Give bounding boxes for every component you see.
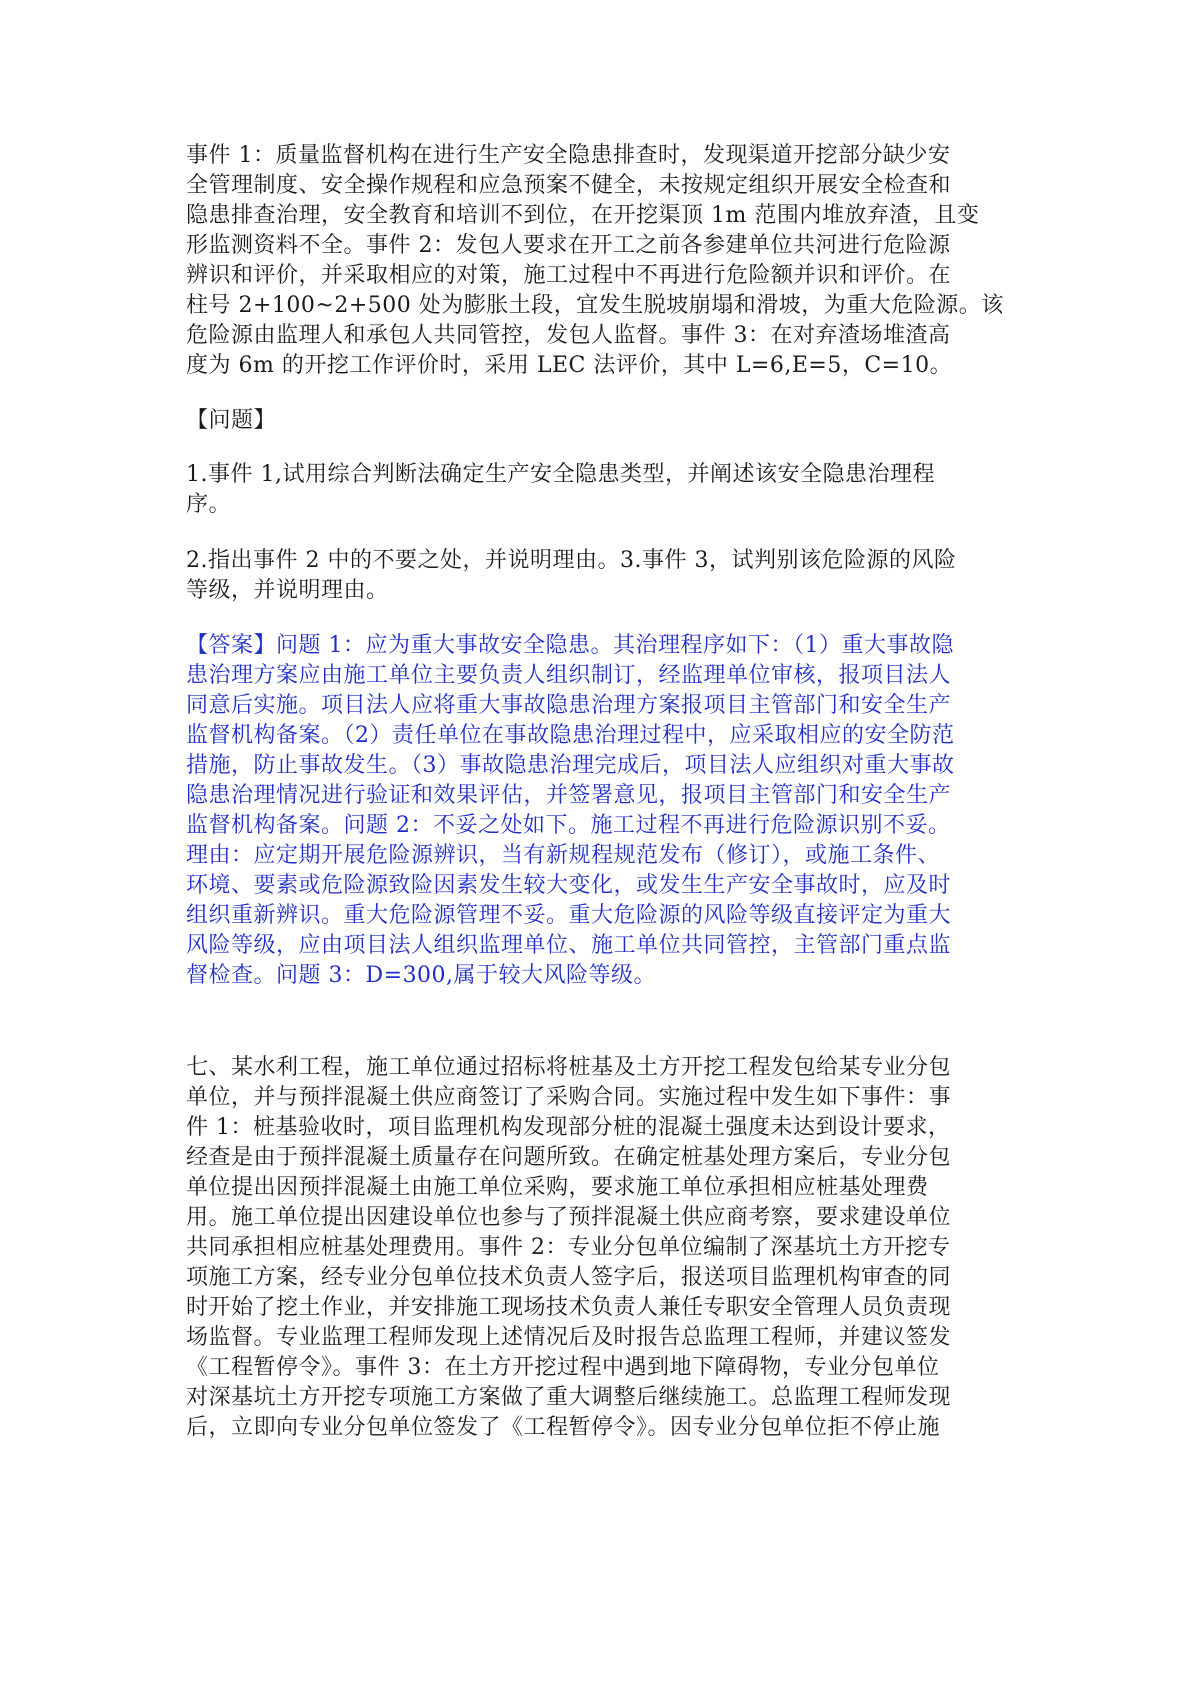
section-7-paragraph: 七、某水利工程，施工单位通过招标将桩基及土方开挖工程发包给某专业分包 单位，并与预拌混凝土供应商签订了采购合同。实施过程中发生如下事件：事 件 1：桩基验收时，项目监理机构发现部分桩的混凝土强度未达到设计要求， 经查是由于预拌混凝土质量存在问题所致。在确定桩基处理方案后，专业分包 单位提出因预拌混凝土由施工单位采购，要求施工单位承担相应桩基处理费 用。施工单位提出因建设单位也参与了预拌混凝土供应商考察，要求建设单位 共同承担相应桩基处理费用。事件 2：专业分包单位编制了深基坑土方开挖专 项施工方案，经专业分包单位技术负责人签字后，报送项目监理机构审查的同 时开始了挖土作业，并安排施工现场技术负责人兼任专职安全管理人员负责现 场监督。专业监理工程师发现上述情况后及时报告总监理工程师，并建议签发 《工程暂停令》。事件 3：在土方开挖过程中遇到地下障碍物，专业分包单位 对深基坑土方开挖专项施工方案做了重大调整后继续施工。总监理工程师发现 后，立即向专业分包单位签发了《工程暂停令》。因专业分包单位拒不停止施 bbox=[186, 1055, 952, 1440]
question-2-3: 2.指出事件 2 中的不要之处，并说明理由。3.事件 3，试判别该危险源的风险 等级，并说明理由。 bbox=[186, 548, 957, 603]
event-paragraph: 事件 1：质量监督机构在进行生产安全隐患排查时，发现渠道开挖部分缺少安 全管理制度、安全操作规程和应急预案不健全，未按规定组织开展安全检查和 隐患排查治理，安全教育和培训不到位，在开挖渠顶 1m 范围内堆放弃渣，且变 形监测资料不全。事件 2：发包人要求在开工之前各参建单位共河进行危险源 辨识和评价，并采取相应的对策，施工过程中不再进行危险额并识和评价。在 柱号 2+100~2+500 处为膨胀土段，宜发生脱坡崩塌和滑坡，为重大危险源。该 危险源由监理人和承包人共同管控，发包人监督。事件 3：在对弃渣场堆渣高 度为 6m 的开挖工作评价时，采用 LEC 法评价，其中 L=6,E=5，C=10。 bbox=[186, 143, 1004, 378]
answer-paragraph: 【答案】问题 1：应为重大事故安全隐患。其治理程序如下：（1）重大事故隐 患治理方案应由施工单位主要负责人组织制订，经监理单位审核，报项目法人 同意后实施。项目法人应将重大事故隐患治理方案报项目主管部门和安全生产 监督机构备案。（2）责任单位在事故隐患治理过程中，应采取相应的安全防范 措施，防止事故发生。（3）事故隐患治理完成后，项目法人应组织对重大事故 隐患治理情况进行验证和效果评估，并签署意见，报项目主管部门和安全生产 监督机构备案。问题 2：不妥之处如下。施工过程不再进行危险源识别不妥。 理由：应定期开展危险源辨识，当有新规程规范发布（修订），或施工条件、 环境、要素或危险源致险因素发生较大变化，或发生生产安全事故时，应及时 组织重新辨识。重大危险源管理不妥。重大危险源的风险等级直接评定为重大 风险等级，应由项目法人组织监理单位、施工单位共同管控，主管部门重点监 督检查。问题 3：D=300,属于较大风险等级。 bbox=[186, 633, 955, 988]
question-heading: 【问题】 bbox=[186, 408, 277, 433]
question-1: 1.事件 1,试用综合判断法确定生产安全隐患类型，并阐述该安全隐患治理程 序。 bbox=[186, 462, 935, 517]
